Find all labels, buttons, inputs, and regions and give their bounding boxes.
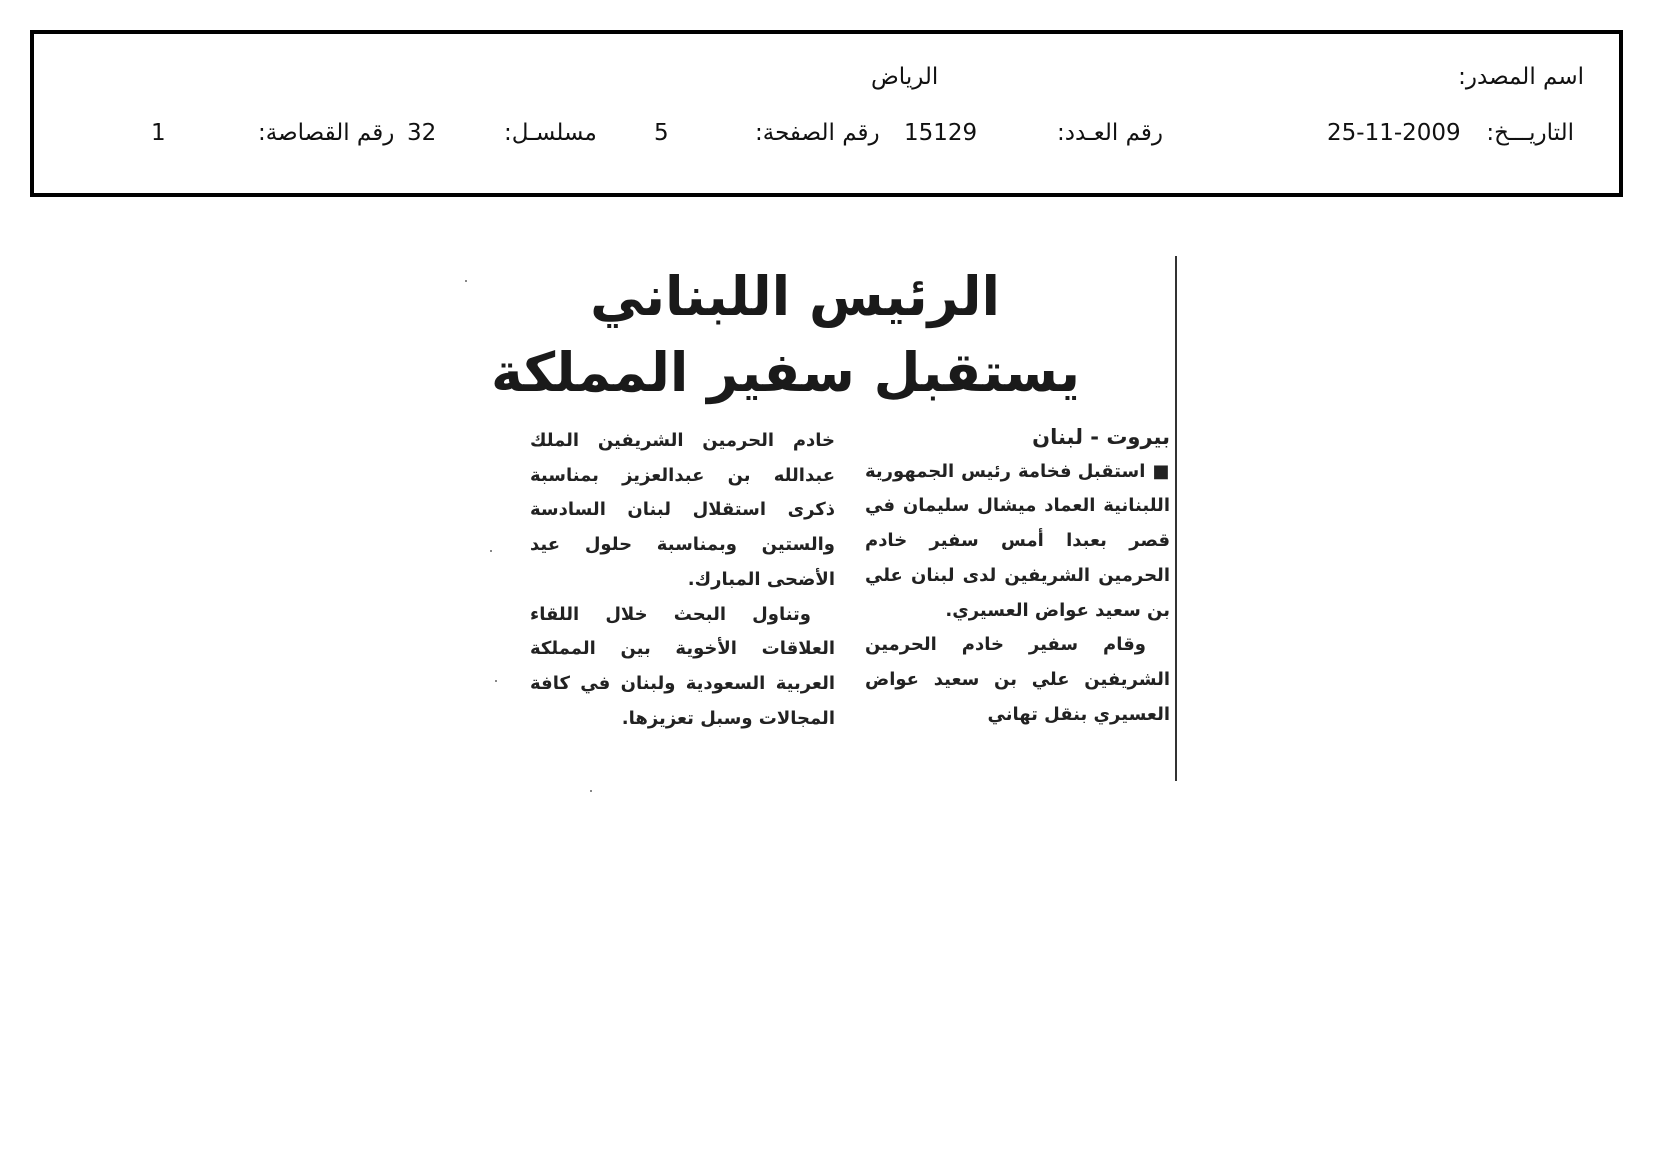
date-label: التاريـــخ: bbox=[1486, 120, 1574, 146]
issue-label: رقم العـدد: bbox=[1057, 120, 1164, 146]
article-column-right bbox=[865, 420, 1170, 732]
scan-speck bbox=[490, 550, 492, 552]
headline-line-1: الرئيس اللبناني bbox=[590, 265, 1000, 328]
page-value: 5 bbox=[654, 120, 669, 146]
source-value: الرياض bbox=[871, 64, 939, 90]
dateline: بيروت - لبنان bbox=[1032, 425, 1170, 449]
newspaper-clipping bbox=[470, 250, 1210, 790]
clipping-header-box bbox=[30, 30, 1623, 197]
scan-speck bbox=[495, 680, 497, 682]
clip-number-value: 1 bbox=[151, 120, 166, 146]
paragraph bbox=[530, 424, 835, 598]
column-rule bbox=[1175, 256, 1177, 781]
bullet-square-icon: ■ bbox=[1152, 460, 1170, 482]
scan-speck bbox=[465, 280, 467, 282]
clip-number-label: رقم القصاصة: bbox=[258, 120, 395, 146]
issue-value: 15129 bbox=[904, 120, 978, 146]
scan-speck bbox=[590, 790, 592, 792]
page-label: رقم الصفحة: bbox=[755, 120, 880, 146]
paragraph bbox=[865, 455, 1170, 629]
date-value: 25-11-2009 bbox=[1327, 120, 1461, 146]
paragraph bbox=[530, 598, 835, 737]
paragraph-text: وتناول البحث خلال اللقاء العلاقات الأخوية بين المملكة العربية السعودية ولبنان في كافة المجالات وسبل تعزيزها. bbox=[530, 603, 835, 729]
serial-value: 32 bbox=[407, 120, 437, 146]
article-column-left bbox=[530, 424, 835, 736]
serial-label: مسلسـل: bbox=[504, 120, 597, 146]
paragraph-text: استقبل فخامة رئيس الجمهورية اللبنانية العماد ميشال سليمان في قصر بعبدا أمس سفير خادم الحرمين الشريفين لدى لبنان علي بن سعيد عواض العسيري. bbox=[865, 460, 1170, 621]
headline-line-2: يستقبل سفير المملكة bbox=[491, 341, 1080, 404]
paragraph-text: وقام سفير خادم الحرمين الشريفين علي بن سعيد عواض العسيري بنقل تهاني bbox=[865, 634, 1170, 725]
source-label: اسم المصدر: bbox=[1458, 64, 1584, 90]
paragraph bbox=[865, 628, 1170, 732]
paragraph-text: خادم الحرمين الشريفين الملك عبدالله بن عبدالعزيز بمناسبة ذكرى استقلال لبنان السادسة والستين وبمناسبة حلول عيد الأضحى المبارك. bbox=[530, 430, 835, 590]
